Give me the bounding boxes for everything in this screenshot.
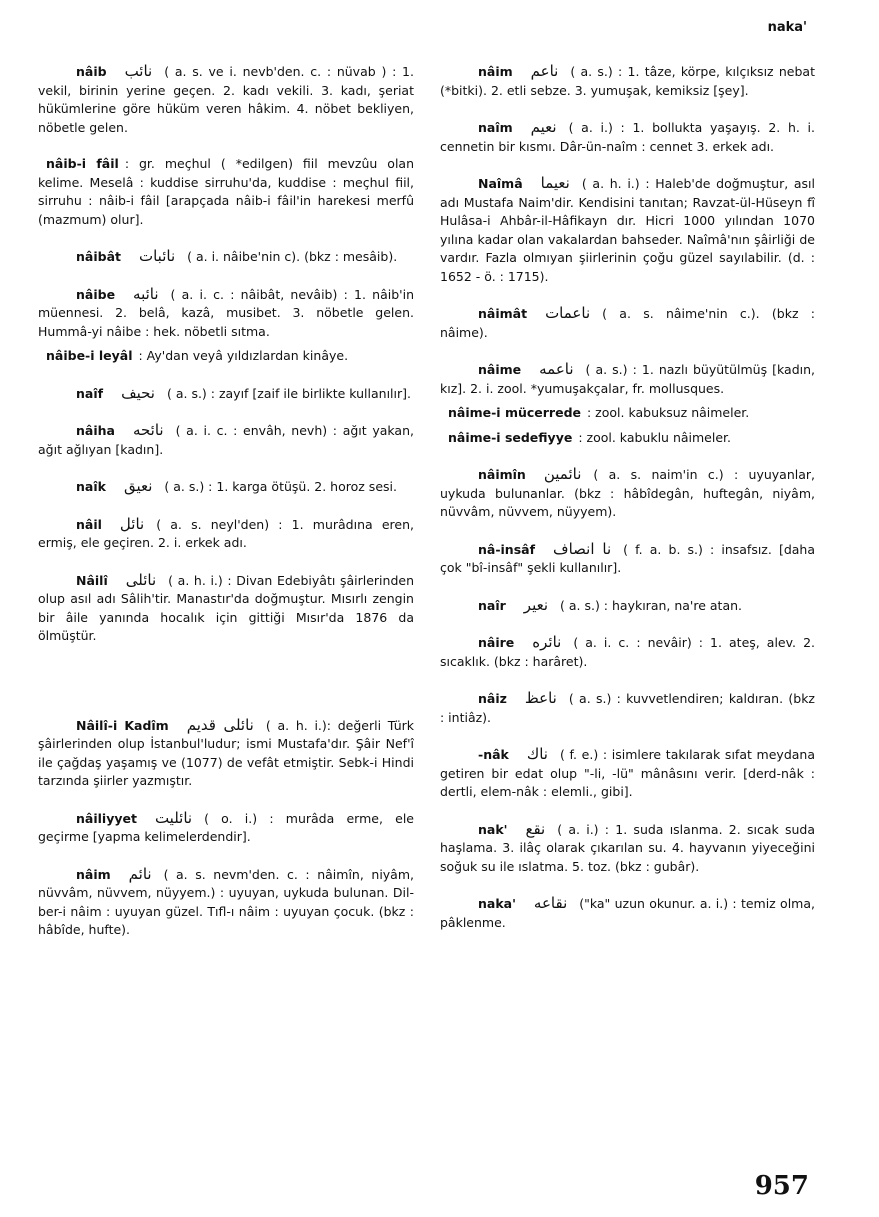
definition: ( a. s. nâime'nin c.). (bkz : nâime). xyxy=(440,306,815,340)
dictionary-entry xyxy=(440,304,815,342)
dictionary-entry xyxy=(38,421,414,459)
dictionary-entry xyxy=(440,689,815,727)
arabic-script: نائلى xyxy=(125,570,157,589)
definition: ( a. s.) : zayıf [zaif ile birlikte kullanılır]. xyxy=(166,385,411,401)
definition: ("ka" uzun okunur. a. i.) : temiz olma, pâklenme. xyxy=(440,896,815,930)
definition: ( a. i. c. : nâibât, nevâib) : 1. nâib'in müennesi. 2. belâ, kazâ, musibet. 3. nöbetle gelen. Hummâ-yi nâibe : hek. nöbetli sıtma. xyxy=(38,286,414,339)
headword: Nâilî xyxy=(76,572,108,588)
dictionary-entry xyxy=(38,515,414,553)
dictionary-entry xyxy=(38,384,414,404)
dictionary-entry xyxy=(38,247,414,267)
definition: ( a. i.) : 1. bollukta yaşayış. 2. h. i. cennetin bir kısmı. Dâr-ün-naîm : cennet 3. erkek adı. xyxy=(440,120,815,154)
right-column xyxy=(440,62,815,950)
dictionary-entry xyxy=(440,62,815,100)
definition: ( f. a. b. s.) : insafsız. [daha çok "bî-insâf" şekli kullanılır]. xyxy=(440,541,816,575)
arabic-script: نائلى قديم xyxy=(186,715,254,734)
headword: naîr xyxy=(478,597,506,613)
dictionary-entry xyxy=(38,62,414,137)
headword: nâ-insâf xyxy=(478,541,536,557)
definition: ( a. s. naim'in c.) : uyuyanlar, uykuda bulunanlar. (bkz : hâbîdegân, huftegân, niyâm, nüvvâm, nüvvem, nüyyem). xyxy=(440,467,815,519)
dictionary-entry xyxy=(38,477,414,497)
definition: ( a. i. c. : envâh, nevh) : ağıt yakan, ağıt ağlıyan [kadın]. xyxy=(38,423,414,457)
definition: ( a. s. nevm'den. c. : nâimîn, niyâm, nüvvâm, nüvvem, nüyyem.) : uyuyan, uykuda bulunan. Dil-ber-i nâim : uyuyan güzel. Tıfl-ı nâim : uyuyan çocuk. (bkz : hâbîde, hufte). xyxy=(38,866,414,937)
arabic-script: نحيف xyxy=(121,383,155,402)
dictionary-entry xyxy=(38,716,414,791)
headword: nâime xyxy=(478,362,522,377)
definition: ( a. s. ve i. nevb'den. c. : nüvab ) : 1. vekil, birinin yerine geçen. 2. kadı vekili. 3. kadı, şeriat hükümlerine göre hüküm veren hâkim. 4. nöbet bekliyen, nöbetle gelen. xyxy=(38,64,414,135)
headword: nâim xyxy=(76,866,111,882)
headword: nâibe-i leyâl xyxy=(46,348,133,363)
arabic-script: نعيم xyxy=(530,118,557,136)
arabic-script: نعيما xyxy=(540,174,570,192)
headword: nâiliyyet xyxy=(76,810,137,826)
dictionary-entry xyxy=(440,404,815,423)
arabic-script: نائبه xyxy=(133,284,159,303)
headword: naîm xyxy=(478,120,513,135)
arabic-script: نعيق xyxy=(123,477,153,495)
headword: nâiz xyxy=(478,691,507,706)
arabic-script: ناعم xyxy=(530,62,559,80)
dictionary-entry xyxy=(440,596,815,616)
definition: ( a. s.) : 1. karga ötüşü. 2. horoz sesi. xyxy=(164,479,397,494)
dictionary-entry xyxy=(440,633,815,671)
arabic-script: نقاعه xyxy=(533,894,568,912)
dictionary-entry xyxy=(38,571,414,646)
headword: nâime-i mücerrede xyxy=(448,405,581,420)
arabic-script: ناعظ xyxy=(524,689,557,707)
arabic-script: نائمين xyxy=(543,465,582,483)
arabic-script: نائبات xyxy=(138,247,176,265)
definition: : gr. meçhul ( *edilgen) fiil mevzûu olan kelime. Meselâ : kuddise sirruhu'da, kuddise : meçhul fiil, sirruhu : nâib-i fâil [arapçada nâib-i fâil'in harekesi merfû (mazmum) olur]. xyxy=(38,156,415,227)
definition: : Ay'dan veyâ yıldızlardan kinâye. xyxy=(138,348,349,363)
dictionary-entry xyxy=(440,429,815,448)
definition: ( a. h. i.): değerli Türk şâirlerinden olup İstanbul'ludur; ismi Mustafa'dır. Şâir Nef'î ile çağdaş yaşamış ve (1077) de vefât etmiştir. Sebk-i Hindi tarzında şiirler yazmıştır. xyxy=(38,717,414,788)
definition: ( a. s.) : 1. nazlı büyütülmüş [kadın, kız]. 2. i. zool. *yumuşakçalar, fr. mollusques. xyxy=(440,362,815,396)
headword: nâib-i fâil xyxy=(46,156,119,171)
headword: Nâilî-i Kadîm xyxy=(76,717,169,733)
dictionary-entry xyxy=(440,465,815,522)
arabic-script: ناعمات xyxy=(545,304,591,322)
headword: nâibât xyxy=(76,249,121,264)
arabic-script: نائليت xyxy=(154,808,193,827)
definition: ( a. s.) : 1. tâze, körpe, kılçıksız nebat (*bitki). 2. etli sebze. 3. yumuşak, kemiksiz [şey]. xyxy=(440,64,815,98)
definition: : zool. kabuksuz nâimeler. xyxy=(587,405,750,420)
dictionary-entry xyxy=(440,820,815,877)
definition: ( a. i.) : 1. suda ıslanma. 2. sıcak suda haşlama. 3. ilâç olarak çıkarılan su. 4. hayvanın yiyeceğini soğuk su ile ıslatma. 5. toz. (bkz : gubâr). xyxy=(440,821,815,874)
headword: nak' xyxy=(478,821,508,837)
dictionary-entry xyxy=(440,745,815,802)
arabic-script: نائب xyxy=(124,62,153,80)
headword: nâimîn xyxy=(478,467,526,482)
definition: ( f. e.) : isimlere takılarak sıfat meydana getiren bir edat olup "-li, -lü" mânâsını verir. [derd-nâk : dertli, elem-nâk : elemli., gibi]. xyxy=(440,747,815,799)
left-column xyxy=(38,62,414,958)
arabic-script: نائم xyxy=(128,864,152,883)
page-number: 957 xyxy=(754,1171,809,1201)
dictionary-entry xyxy=(38,865,414,940)
dictionary-entry xyxy=(440,540,815,578)
dictionary-entry xyxy=(38,347,414,366)
arabic-script: نائل xyxy=(119,514,145,533)
headword: nâimât xyxy=(478,306,528,321)
headword: nâime-i sedefiyye xyxy=(448,429,573,445)
headword: naka' xyxy=(478,896,516,911)
dictionary-entry xyxy=(440,894,815,932)
dictionary-entry xyxy=(38,809,414,847)
headword: nâim xyxy=(478,64,513,79)
headword: nâibe xyxy=(76,286,116,302)
spacer xyxy=(38,664,414,716)
dictionary-entry xyxy=(440,118,815,156)
definition: : zool. kabuklu nâimeler. xyxy=(578,429,731,445)
arabic-script: ناك xyxy=(526,745,548,763)
dictionary-entry xyxy=(440,360,815,398)
definition: ( a. h. i.) : Divan Edebiyâtı şâirlerinden olup asıl adı Sâlih'tir. Manastır'da doğmuştur. Mısırlı zengin bir âile yanında hocalık için gittiği Mısır'da 1876 da ölmüştür. xyxy=(38,572,414,643)
definition: ( a. s. neyl'den) : 1. murâdına eren, ermiş, ele geçiren. 2. i. erkek adı. xyxy=(38,516,414,550)
headword: nâib xyxy=(76,64,107,79)
headword: naîf xyxy=(76,385,104,401)
headword: nâil xyxy=(76,516,102,532)
definition: ( a. h. i.) : Haleb'de doğmuştur, asıl adı Mustafa Naim'dir. Kendisini tanıtan; Ravzat-ül-Hüseyn fî Hulâsa-i Ahbâr-il-Hâfikayn dır. Hicri 1000 yılından 1070 yılına kadar olan vakalardan bahseder. Naîmâ'nın şâirliği de vardır. Fazla olmıyan şiirlerinin çoğu güzel sayılabilir. (d. : 1652 - ö. : 1715). xyxy=(440,176,815,284)
arabic-script: نائحه xyxy=(132,421,164,439)
headword: -nâk xyxy=(478,747,509,762)
arabic-script: نعير xyxy=(523,595,549,614)
headword: nâiha xyxy=(76,423,115,438)
definition: ( a. s.) : kuvvetlendiren; kaldıran. (bkz : intiâz). xyxy=(440,691,815,725)
definition: ( o. i.) : murâda erme, ele geçirme [yapma kelimelerdendir]. xyxy=(38,810,414,844)
arabic-script: نقع xyxy=(525,819,546,838)
dictionary-entry xyxy=(440,174,815,286)
headword: Naîmâ xyxy=(478,176,523,191)
dictionary-entry xyxy=(38,285,414,342)
arabic-script: نا انصاف xyxy=(553,539,612,558)
arabic-script: ناعمه xyxy=(539,360,574,378)
definition: ( a. i. nâibe'nin c). (bkz : mesâib). xyxy=(187,249,398,264)
headword: nâire xyxy=(478,635,515,650)
dictionary-entry xyxy=(38,155,414,229)
definition: ( a. i. c. : nevâir) : 1. ateş, alev. 2. sıcaklık. (bkz : harâret). xyxy=(440,635,815,669)
arabic-script: نائره xyxy=(532,633,562,651)
running-head: naka' xyxy=(767,20,807,35)
headword: naîk xyxy=(76,479,106,494)
definition: ( a. s.) : haykıran, na're atan. xyxy=(560,597,743,613)
